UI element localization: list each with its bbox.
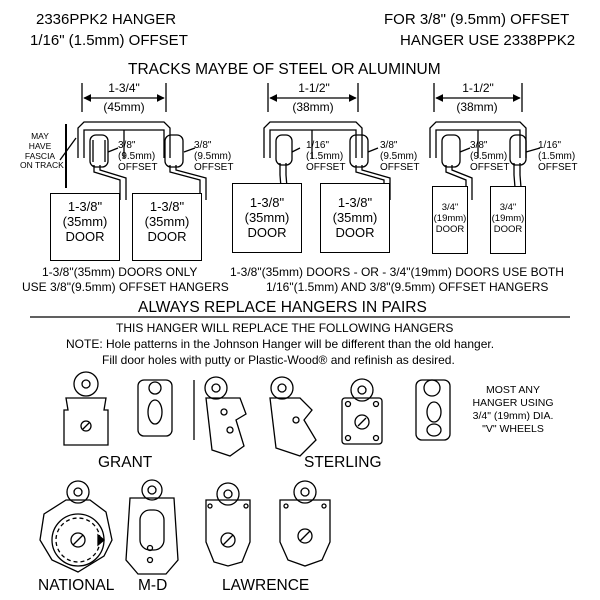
d1-door-b: 1-3/8" (35mm) DOOR	[132, 193, 202, 261]
d3-offset-b: 1/16" (1.5mm) OFFSET	[538, 140, 578, 173]
d3-door-b: 3/4" (19mm) DOOR	[490, 186, 526, 254]
pairs-title: ALWAYS REPLACE HANGERS IN PAIRS	[138, 299, 427, 316]
d2-door-a: 1-3/8" (35mm) DOOR	[232, 183, 302, 253]
model-title: 2336PPK2 HANGER	[36, 11, 177, 28]
lawrence-hanger-illustrations	[206, 481, 330, 566]
model-offset: 1/16" (1.5mm) OFFSET	[30, 32, 188, 49]
md-hanger-illustration	[126, 480, 178, 574]
d3-width-mm: (38mm)	[456, 100, 498, 114]
alt-offset-note: FOR 3/8" (9.5mm) OFFSET	[384, 11, 570, 28]
d1-offset-a: 3/8" (9.5mm) OFFSET	[118, 140, 158, 173]
note-line-1: NOTE: Hole patterns in the Johnson Hanger will be different than the old hanger.	[66, 337, 495, 351]
d2-width-mm: (38mm)	[292, 100, 334, 114]
d2-offset-b: 3/8" (9.5mm) OFFSET	[380, 140, 420, 173]
national-hanger-illustration	[40, 481, 112, 572]
d1-offset-b: 3/8" (9.5mm) OFFSET	[194, 140, 234, 173]
note-line-2: Fill door holes with putty or Plastic-Wood® and refinish as desired.	[102, 353, 455, 367]
fascia-note: MAY HAVE FASCIA ON TRACK	[20, 131, 64, 171]
d1-caption-2: USE 3/8"(9.5mm) OFFSET HANGERS	[22, 280, 229, 294]
grant-label: GRANT	[98, 454, 153, 471]
d2-door-b: 1-3/8" (35mm) DOOR	[320, 183, 390, 253]
d2-width-label: 1-1/2"	[298, 81, 330, 95]
sterling-label: STERLING	[304, 454, 382, 471]
tracks-note: TRACKS MAYBE OF STEEL OR ALUMINUM	[128, 61, 441, 78]
sterling-hanger-illustrations	[205, 377, 450, 456]
d1-caption-1: 1-3/8"(35mm) DOORS ONLY	[42, 265, 198, 279]
d2-offset-a: 1/16" (1.5mm) OFFSET	[306, 140, 346, 173]
replace-title: THIS HANGER WILL REPLACE THE FOLLOWING HANGERS	[116, 321, 454, 335]
right-caption-2: 1/16"(1.5mm) AND 3/8"(9.5mm) OFFSET HANGERS	[266, 280, 549, 294]
d1-width-mm: (45mm)	[103, 100, 145, 114]
alt-model-note: HANGER USE 2338PPK2	[400, 32, 576, 49]
d1-door-a: 1-3/8" (35mm) DOOR	[50, 193, 120, 261]
grant-hanger-illustrations	[64, 372, 172, 445]
lawrence-label: LAWRENCE	[222, 577, 310, 594]
national-label: NATIONAL	[38, 577, 115, 594]
d3-offset-a: 3/8" (9.5mm) OFFSET	[470, 140, 510, 173]
most-any-note: MOST ANY HANGER USING 3/4" (19mm) DIA. "V" WHEELS	[472, 384, 554, 436]
d1-width-label: 1-3/4"	[108, 81, 140, 95]
right-caption-1: 1-3/8"(35mm) DOORS - OR - 3/4"(19mm) DOORS USE BOTH	[230, 265, 564, 279]
d3-door-a: 3/4" (19mm) DOOR	[432, 186, 468, 254]
d3-width-label: 1-1/2"	[462, 81, 494, 95]
md-label: M-D	[138, 577, 168, 594]
